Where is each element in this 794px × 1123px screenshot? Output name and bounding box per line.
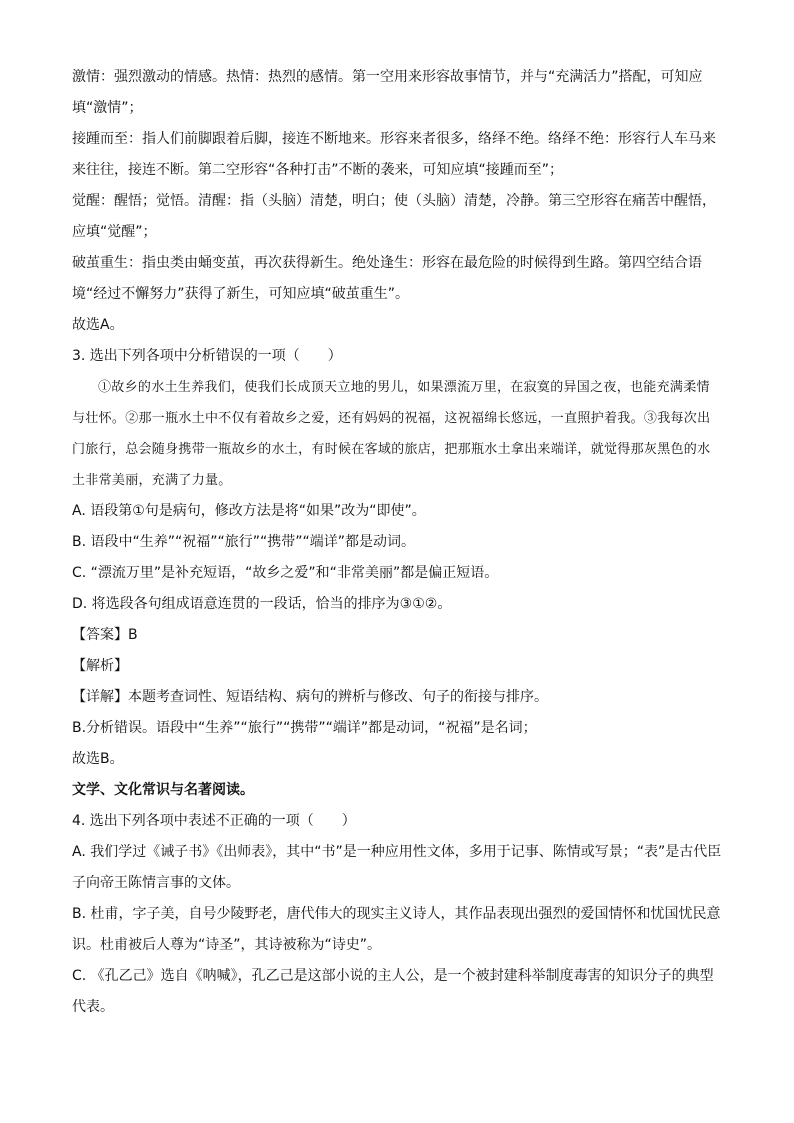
document-body xyxy=(72,62,722,1023)
answer-value: B xyxy=(128,627,138,643)
explanation-jiezhong: 接踵而至：指人们前脚跟着后脚，接连不断地来。形容来者很多，络绎不绝。络绎不绝：形容行人车马来来往往，接连不断。第二空形容“各种打击”不断的袭来，可知应填“接踵而至”； xyxy=(72,131,716,178)
answer-label: 【答案】 xyxy=(72,627,128,643)
b-analysis-line: B.分析错误。语段中“生养”“旅行”“携带”“端详”都是动词，“祝福”是名词； xyxy=(72,720,537,736)
question-4: 4. 选出下列各项中表述不正确的一项（ ） xyxy=(72,813,356,829)
section-heading: 文学、文化常识与名著阅读。 xyxy=(72,782,254,798)
question-4-option-a: A. 我们学过《诫子书》《出师表》，其中“书”是一种应用性文体，多用于记事、陈情或写景；“表”是古代臣子向帝王陈情言事的文体。 xyxy=(72,844,722,891)
question-4-option-b: B. 杜甫，字子美，自号少陵野老，唐代伟大的现实主义诗人，其作品表现出强烈的爱国情怀和忧国忧民意识。杜甫被后人尊为“诗圣”，其诗被称为“诗史”。 xyxy=(72,906,721,953)
analysis-label: 【解析】 xyxy=(72,658,128,674)
question-3: 3. 选出下列各项中分析错误的一项（ ） xyxy=(72,348,342,364)
question-3-option-b: B. 语段中“生养”“祝福”“旅行”“携带”“端详”都是动词。 xyxy=(72,534,416,550)
explanation-jiqing: 激情：强烈激动的情感。热情：热烈的感情。第一空用来形容故事情节，并与“充满活力”搭配，可知应填“激情”； xyxy=(72,69,703,116)
question-3-option-c: C. “漂流万里”是补充短语，“故乡之爱”和“非常美丽”都是偏正短语。 xyxy=(72,565,499,581)
question-3-option-a: A. 语段第①句是病句，修改方法是将“如果”改为“即使”。 xyxy=(72,503,426,519)
explanation-juexing: 觉醒：醒悟；觉悟。清醒：指（头脑）清楚，明白；使（头脑）清楚，冷静。第三空形容在痛苦中醒悟，应填“觉醒”； xyxy=(72,193,716,240)
answer-line xyxy=(72,620,722,651)
question-3-passage: ①故乡的水土生养我们，使我们长成顶天立地的男儿，如果漂流万里，在寂寞的异国之夜，也能充满柔情与壮怀。②那一瓶水土中不仅有着故乡之爱，还有妈妈的祝福，这祝福绵长悠远，一直照护着我。③我每次出门旅行，总会随身携带一瓶故乡的水土，有时候在客域的旅店，把那瓶水土拿出来端详，就觉得那灰黑色的水土非常美丽，充满了力量。 xyxy=(72,380,711,488)
explanation-pojian: 破茧重生：指虫类由蛹变茧，再次获得新生。绝处逢生：形容在最危险的时候得到生路。第四空结合语境“经过不懈努力”获得了新生，可知应填“破茧重生”。 xyxy=(72,255,702,302)
choose-b: 故选B。 xyxy=(72,751,124,767)
question-4-option-c: C. 《孔乙己》选自《呐喊》，孔乙己是这部小说的主人公，是一个被封建科举制度毒害的知识分子的典型代表。 xyxy=(72,968,714,1015)
choose-a: 故选A。 xyxy=(72,317,124,333)
detail-line: 【详解】本题考查词性、短语结构、病句的辨析与修改、句子的衔接与排序。 xyxy=(72,689,548,705)
question-3-option-d: D. 将选段各句组成语意连贯的一段话，恰当的排序为③①②。 xyxy=(72,596,452,612)
